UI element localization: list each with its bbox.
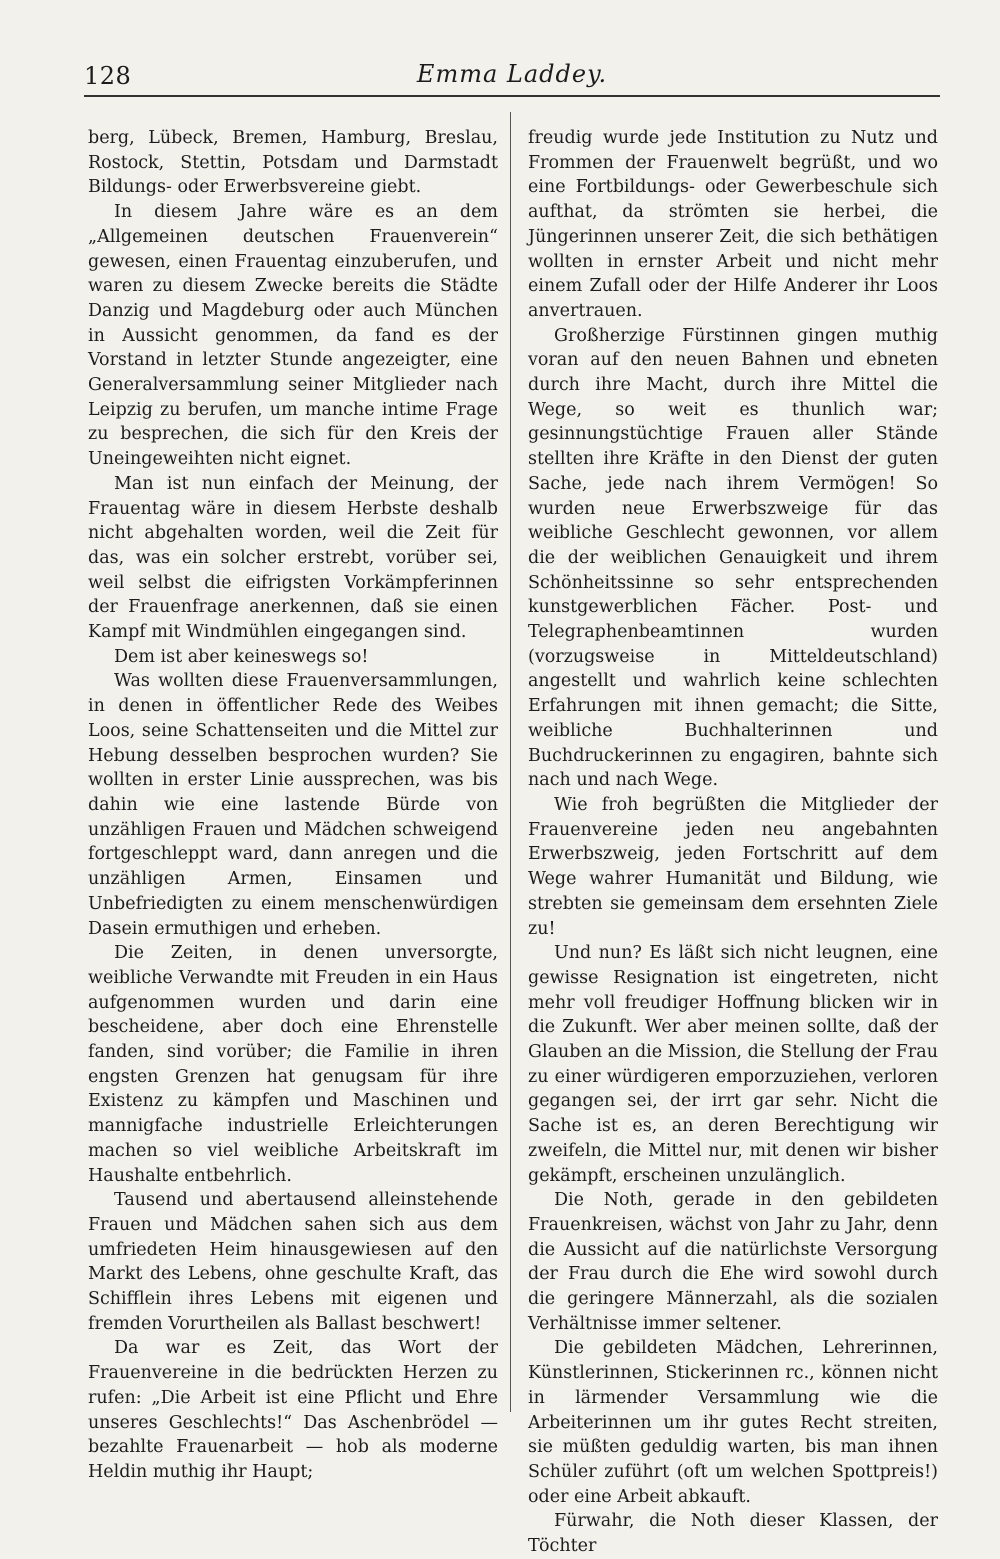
paragraph: In diesem Jahre wäre es an dem „Allgemeinen deutschen Frauenverein“ gewesen, einen Frauentag einzuberufen, und waren zu diesem Zwecke bereits die Städte Danzig und Magdeburg oder auch München in Aussicht genommen, da fand es der Vorstand in letzter Stunde angezeigter, eine Generalversammlung seiner Mitglieder nach Leipzig zu berufen, um manche intime Frage zu besprechen, die sich für den Kreis der Uneingeweihten nicht eignet. [88,202,498,470]
page-number: 128 [84,62,132,90]
paragraph: Was wollten diese Frauenversammlungen, in denen in öffentlicher Rede des Weibes Loos, seine Schattenseiten und die Mittel zur Hebung desselben besprochen wurden? Sie wollten in erster Linie aussprechen, was bis dahin wie eine lastende Bürde von unzähligen Frauen und Mädchen schweigend fortgeschleppt ward, dann anregen und die unzähligen Armen, Einsamen und Unbefriedigten zu einem menschenwürdigen Dasein ermuthigen und erheben. [88,671,498,939]
header-rule [84,95,940,97]
paragraph: Fürwahr, die Noth dieser Klassen, der Töchter [528,1511,938,1557]
right-column [528,126,938,1559]
paragraph: Dem ist aber keineswegs so! [114,646,369,667]
paragraph: Wie froh begrüßten die Mitglieder der Frauenvereine jeden neu angebahnten Erwerbszweig, jeden Fortschritt auf dem Wege wahrer Humanität und Bildung, wie strebten sie gemeinsam dem ersehnten Ziele zu! [528,794,938,939]
paragraph: berg, Lübeck, Bremen, Hamburg, Breslau, Rostock, Stettin, Potsdam und Darmstadt Bildungs- oder Erwerbsvereine giebt. [88,128,498,198]
paragraph: Großherzige Fürstinnen gingen muthig voran auf den neuen Bahnen und ebneten durch ihre Macht, durch ihre Mittel die Wege, so weit es thunlich war; gesinnungstüchtige Frauen aller Stände stellten ihre Kräfte in den Dienst der guten Sache, jede nach ihrem Vermögen! So wurden neue Erwerbszweige für das weibliche Geschlecht gewonnen, vor allem die der weiblichen Genauigkeit und ihrem Schönheitssinne so sehr entsprechenden kunstgewerblichen Fächer. Post- und Telegraphenbeamtinnen wurden (vorzugsweise in Mitteldeutschland) angestellt und wahrlich keine schlechten Erfahrungen mit ihnen gemacht; die Sitte, weibliche Buchhalterinnen und Buchdruckerinnen zu engagiren, bahnte sich nach und nach Wege. [528,325,938,791]
paragraph: Da war es Zeit, das Wort der Frauenvereine in die bedrückten Herzen zu rufen: „Die Arbeit ist eine Pflicht und Ehre unseres Geschlechts!“ Das Aschenbrödel — bezahlte Frauenarbeit — hob als moderne Heldin muthig ihr Haupt; [88,1338,498,1482]
paragraph: Tausend und abertausend alleinstehende Frauen und Mädchen sahen sich aus dem umfriedeten Heim hinausgewiesen auf den Markt des Lebens, ohne geschulte Kraft, das Schifflein ihres Lebens mit eigenen und fremden Vorurtheilen als Ballast beschwert! [88,1190,498,1334]
paragraph: Man ist nun einfach der Meinung, der Frauentag wäre in diesem Herbste deshalb nicht abgehalten worden, weil die Zeit für das, was ein solcher erstrebt, vorüber sei, weil selbst die eifrigsten Vorkämpferinnen der Frauenfrage anerkennen, daß sie einen Kampf mit Windmühlen eingegangen sind. [88,473,498,643]
paragraph: freudig wurde jede Institution zu Nutz und Frommen der Frauenwelt begrüßt, und wo eine Fortbildungs- oder Gewerbeschule sich aufthat, da strömten sie herbei, die Jüngerinnen unserer Zeit, die sich bethätigen wollten in ernster Arbeit und nicht mehr einem Zufall oder der Hilfe Anderer ihr Loos anvertrauen. [528,128,938,321]
running-head: Emma Laddey. [416,60,608,88]
paragraph: Die Noth, gerade in den gebildeten Frauenkreisen, wächst von Jahr zu Jahr, denn die Aussicht auf die natürlichste Versorgung der Frau durch die Ehe wird sowohl durch die geringere Männerzahl, als die sozialen Verhältnisse immer seltener. [528,1190,938,1334]
paragraph: Und nun? Es läßt sich nicht leugnen, eine gewisse Resignation ist eingetreten, nicht mehr voll freudiger Hoffnung blicken wir in die Zukunft. Wer aber meinen sollte, daß der Glauben an die Mission, die Stellung der Frau zu einer würdigeren emporzuziehen, verloren gegangen sei, der irrt gar sehr. Nicht die Sache ist es, an deren Berechtigung wir zweifeln, die Mittel nur, mit denen wir bisher gekämpft, erscheinen unzulänglich. [528,943,938,1186]
page-header [84,58,940,92]
left-column [88,126,498,1485]
column-divider [510,112,511,1412]
paragraph: Die gebildeten Mädchen, Lehrerinnen, Künstlerinnen, Stickerinnen rc., können nicht in lärmender Versammlung wie die Arbeiterinnen um ihr gutes Recht streiten, sie müßten geduldig warten, bis man ihnen Schüler zuführt (oft um welchen Spottpreis!) oder eine Arbeit abkauft. [528,1338,938,1507]
paragraph: Die Zeiten, in denen unversorgte, weibliche Verwandte mit Freuden in ein Haus aufgenommen wurden und darin eine bescheidene, aber doch eine Ehrenstelle fanden, sind vorüber; die Familie in ihren engsten Grenzen hat genugsam für ihre Existenz zu kämpfen und Maschinen und mannigfache industrielle Erleichterungen machen so viel weibliche Arbeitskraft im Haushalte entbehrlich. [88,943,498,1186]
